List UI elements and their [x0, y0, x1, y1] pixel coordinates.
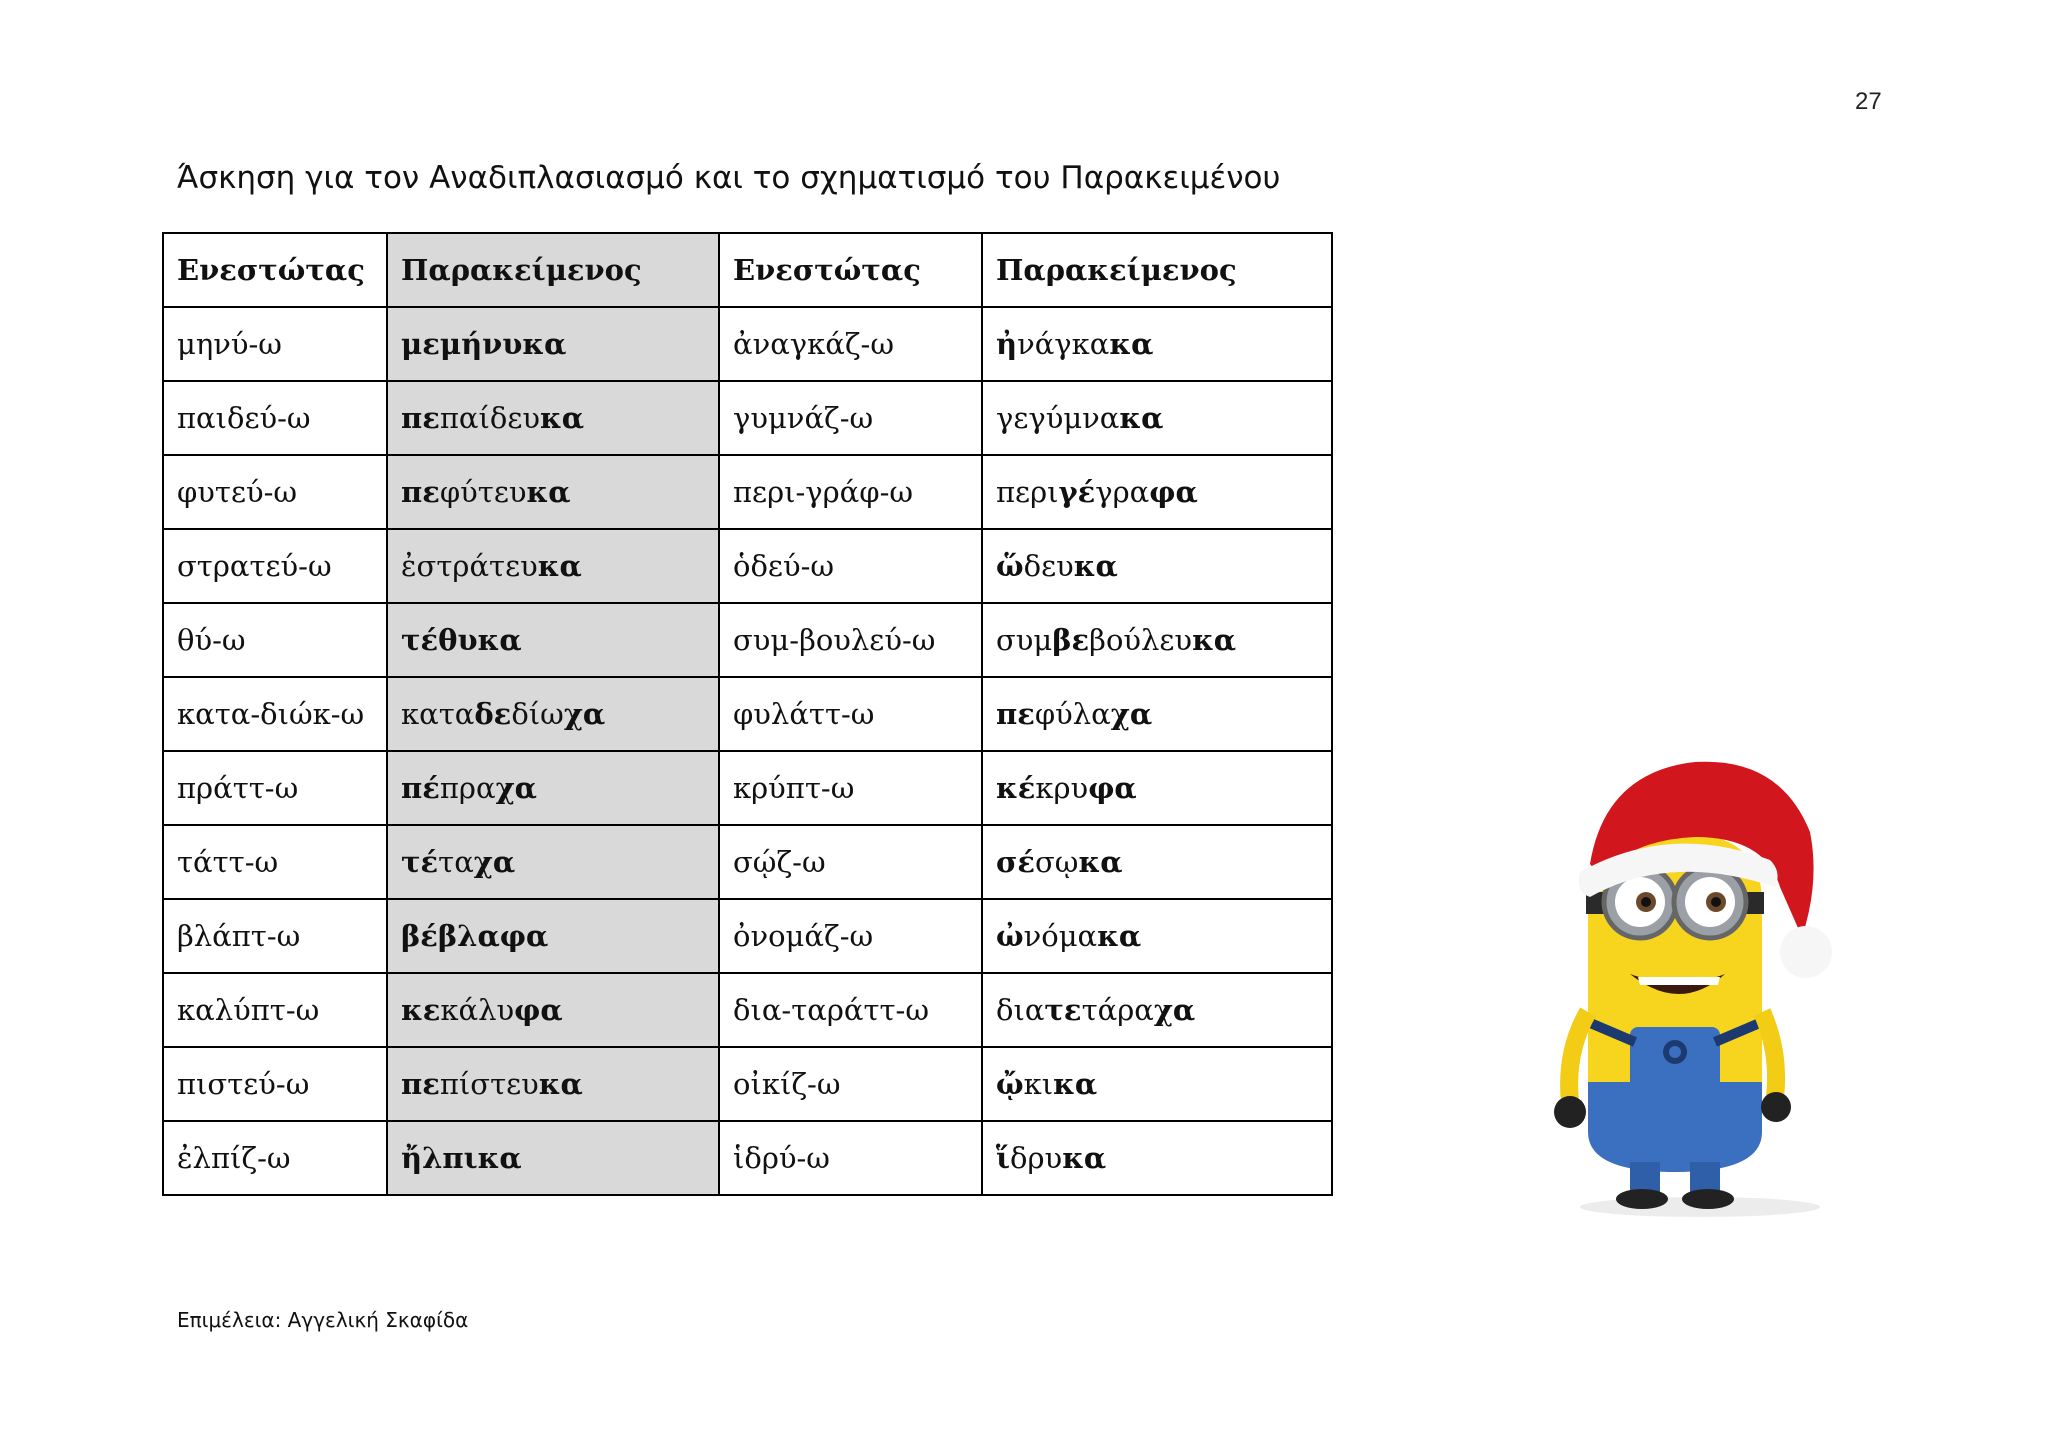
verb-table	[162, 232, 1333, 1196]
present-tense-cell: θύ-ω	[163, 603, 387, 677]
plain-fragment: σῳ	[1035, 845, 1079, 879]
plain-fragment: κάλυ	[440, 993, 515, 1027]
bold-fragment: πε	[996, 697, 1035, 731]
present-tense-cell: φυτεύ-ω	[163, 455, 387, 529]
bold-fragment: σέ	[996, 845, 1036, 879]
perfect-tense-cell	[982, 677, 1332, 751]
bold-fragment: ᾤ	[996, 1067, 1024, 1101]
plain-fragment: δίω	[511, 697, 564, 731]
plain-fragment: γεγύμνα	[996, 401, 1120, 435]
perfect-tense-cell	[982, 603, 1332, 677]
table-row	[163, 899, 1332, 973]
column-header: Παρακείμενος	[387, 233, 719, 307]
present-tense-cell: γυμνάζ-ω	[719, 381, 982, 455]
perfect-tense-cell	[387, 307, 719, 381]
present-tense-cell: ὁδεύ-ω	[719, 529, 982, 603]
bold-fragment: ὥ	[996, 549, 1024, 583]
bold-fragment: δε	[474, 697, 512, 731]
column-header: Παρακείμενος	[982, 233, 1332, 307]
plain-fragment: δια	[996, 993, 1045, 1027]
present-tense-cell: πράττ-ω	[163, 751, 387, 825]
perfect-tense-cell	[387, 603, 719, 677]
present-tense-cell: βλάπτ-ω	[163, 899, 387, 973]
bold-fragment: χα	[563, 697, 606, 731]
bold-fragment: κα	[1119, 401, 1164, 435]
plain-fragment: δρυ	[1010, 1141, 1063, 1175]
perfect-tense-cell	[982, 381, 1332, 455]
present-tense-cell: ἀναγκάζ-ω	[719, 307, 982, 381]
bold-fragment: κα	[1097, 919, 1142, 953]
perfect-tense-cell	[982, 825, 1332, 899]
bold-fragment: χα	[1110, 697, 1153, 731]
perfect-tense-cell	[387, 529, 719, 603]
present-tense-cell: κρύπτ-ω	[719, 751, 982, 825]
present-tense-cell: τάττ-ω	[163, 825, 387, 899]
perfect-tense-cell	[387, 751, 719, 825]
bold-fragment: ἤλπικα	[401, 1141, 522, 1175]
plain-fragment: πίστευ	[439, 1067, 539, 1101]
plain-fragment: γρα	[1095, 475, 1150, 509]
bold-fragment: κα	[537, 549, 582, 583]
bold-fragment: πε	[401, 1067, 440, 1101]
plain-fragment: δευ	[1023, 549, 1074, 583]
bold-fragment: βέβλαφα	[401, 919, 549, 953]
bold-fragment: κα	[1109, 327, 1154, 361]
plain-fragment: τάρα	[1081, 993, 1154, 1027]
perfect-tense-cell	[387, 455, 719, 529]
perfect-tense-cell	[982, 899, 1332, 973]
bold-fragment: κα	[1062, 1141, 1107, 1175]
plain-fragment: κατα	[401, 697, 475, 731]
column-header: Ενεστώτας	[163, 233, 387, 307]
bold-fragment: κε	[401, 993, 441, 1027]
bold-fragment: χα	[473, 845, 516, 879]
bold-fragment: κα	[1053, 1067, 1098, 1101]
bold-fragment: πέ	[401, 771, 440, 805]
plain-fragment: βούλευ	[1089, 623, 1193, 657]
perfect-tense-cell	[982, 307, 1332, 381]
bold-fragment: κα	[1192, 623, 1237, 657]
perfect-tense-cell	[982, 973, 1332, 1047]
bold-fragment: φα	[1149, 475, 1198, 509]
table-row	[163, 973, 1332, 1047]
present-tense-cell: μηνύ-ω	[163, 307, 387, 381]
plain-fragment: παίδευ	[439, 401, 540, 435]
perfect-tense-cell	[982, 1047, 1332, 1121]
present-tense-cell: καλύπτ-ω	[163, 973, 387, 1047]
perfect-tense-cell	[387, 899, 719, 973]
present-tense-cell: ἐλπίζ-ω	[163, 1121, 387, 1195]
present-tense-cell: κατα-διώκ-ω	[163, 677, 387, 751]
bold-fragment: χα	[495, 771, 537, 805]
perfect-tense-cell	[387, 1047, 719, 1121]
minion-santa-image	[1520, 752, 1860, 1222]
table-row	[163, 825, 1332, 899]
bold-fragment: κα	[538, 1067, 583, 1101]
table-row	[163, 603, 1332, 677]
plain-fragment: τα	[438, 845, 474, 879]
bold-fragment: κα	[540, 401, 585, 435]
table-header-row	[163, 233, 1332, 307]
table-row	[163, 751, 1332, 825]
exercise-title: Άσκηση για τον Αναδιπλασιασμό και το σχηματισμό του Παρακειμένου	[177, 160, 1281, 196]
present-tense-cell: συμ-βουλεύ-ω	[719, 603, 982, 677]
bold-fragment: φα	[1088, 771, 1137, 805]
plain-fragment: φύτευ	[439, 475, 527, 509]
plain-fragment: νάγκα	[1017, 327, 1110, 361]
table-row	[163, 677, 1332, 751]
bold-fragment: κέ	[996, 771, 1036, 805]
plain-fragment: κρυ	[1035, 771, 1089, 805]
table-row	[163, 1121, 1332, 1195]
present-tense-cell: ἱδρύ-ω	[719, 1121, 982, 1195]
present-tense-cell: ὀνομάζ-ω	[719, 899, 982, 973]
present-tense-cell: οἰκίζ-ω	[719, 1047, 982, 1121]
bold-fragment: ἠ	[996, 327, 1018, 361]
perfect-tense-cell	[982, 455, 1332, 529]
bold-fragment: μεμήνυκα	[401, 327, 567, 361]
table-row	[163, 381, 1332, 455]
perfect-tense-cell	[982, 1121, 1332, 1195]
footer-credit: Επιμέλεια: Αγγελική Σκαφίδα	[177, 1308, 469, 1332]
bold-fragment: ἵ	[996, 1141, 1011, 1175]
perfect-tense-cell	[387, 1121, 719, 1195]
plain-fragment: νόμα	[1023, 919, 1098, 953]
present-tense-cell: σῴζ-ω	[719, 825, 982, 899]
bold-fragment: κα	[526, 475, 571, 509]
bold-fragment: πε	[401, 401, 440, 435]
perfect-tense-cell	[387, 973, 719, 1047]
bold-fragment: φα	[514, 993, 563, 1027]
bold-fragment: γέ	[1058, 475, 1096, 509]
bold-fragment: ὠ	[996, 919, 1024, 953]
perfect-tense-cell	[982, 751, 1332, 825]
plain-fragment: ἐστράτευ	[401, 549, 538, 583]
bold-fragment: βε	[1052, 623, 1090, 657]
bold-fragment: κα	[1073, 549, 1118, 583]
present-tense-cell: στρατεύ-ω	[163, 529, 387, 603]
bold-fragment: κα	[1078, 845, 1123, 879]
present-tense-cell: περι-γράφ-ω	[719, 455, 982, 529]
column-header: Ενεστώτας	[719, 233, 982, 307]
table-row	[163, 455, 1332, 529]
plain-fragment: κι	[1023, 1067, 1054, 1101]
perfect-tense-cell	[387, 381, 719, 455]
bold-fragment: τέ	[401, 845, 439, 879]
bold-fragment: χα	[1153, 993, 1196, 1027]
bold-fragment: πε	[401, 475, 440, 509]
table-row	[163, 1047, 1332, 1121]
plain-fragment: συμ	[996, 623, 1053, 657]
present-tense-cell: δια-ταράττ-ω	[719, 973, 982, 1047]
bold-fragment: τε	[1044, 993, 1082, 1027]
perfect-tense-cell	[387, 825, 719, 899]
page-number: 27	[1855, 88, 1882, 115]
perfect-tense-cell	[982, 529, 1332, 603]
plain-fragment: πρα	[439, 771, 496, 805]
bold-fragment: τέθυκα	[401, 623, 522, 657]
present-tense-cell: παιδεύ-ω	[163, 381, 387, 455]
plain-fragment: φύλα	[1034, 697, 1111, 731]
perfect-tense-cell	[387, 677, 719, 751]
present-tense-cell: πιστεύ-ω	[163, 1047, 387, 1121]
present-tense-cell: φυλάττ-ω	[719, 677, 982, 751]
plain-fragment: περι	[996, 475, 1059, 509]
table-row	[163, 307, 1332, 381]
table-row	[163, 529, 1332, 603]
